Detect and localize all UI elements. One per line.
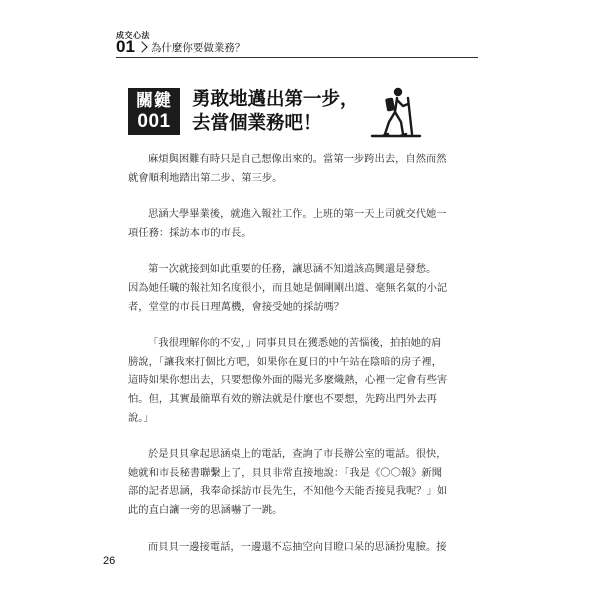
heading-line-2: 去當個業務吧！ xyxy=(192,113,322,134)
chapter-title: 為什麼你要做業務？ xyxy=(150,41,246,54)
paragraph-5 xyxy=(128,445,458,519)
text-line: 「我很理解你的不安，」同事貝貝在獲悉她的苦惱後，拍拍她的肩 xyxy=(148,337,442,350)
article-body xyxy=(128,150,458,574)
text-line: 項任務：採訪本市的市長。 xyxy=(128,226,252,239)
chapter-number: 01 xyxy=(116,37,135,56)
text-line: 因為她任職的報社知名度很小，而且她是個剛剛出道、毫無名氣的小記 xyxy=(128,281,448,294)
chapter-header xyxy=(116,39,476,55)
text-line: 思涵大學畢業後，就進入報社工作。上班的第一天上司就交代她一 xyxy=(148,208,447,221)
paragraph-3 xyxy=(128,260,458,316)
text-line: 此的直白讓一旁的思涵嚇了一跳。 xyxy=(128,503,283,516)
hiker-icon xyxy=(368,84,424,138)
text-line: 者，堂堂的市長日理萬機，會接受她的採訪嗎？ xyxy=(128,300,345,313)
chevron-right-icon xyxy=(136,41,147,52)
section-label: 成交心法 xyxy=(116,31,150,40)
text-line: 麻煩與困難有時只是自己想像出來的。當第一步跨出去，自然而然 xyxy=(148,153,447,165)
paragraph-1 xyxy=(128,150,458,187)
text-line: 第一次就接到如此重要的任務，讓思涵不知道該高興還是發愁。 xyxy=(148,263,437,276)
text-line: 於是貝貝拿起思涵桌上的電話，查詢了市長辦公室的電話。很快， xyxy=(148,448,447,461)
text-line: 這時如果你想出去，只要想像外面的陽光多麼熾熱，心裡一定會有些害 xyxy=(128,374,448,387)
header-divider xyxy=(116,57,478,58)
text-line: 部的記者思涵，我奉命採訪市長先生，不知他今天能否接見我呢？」如 xyxy=(128,485,448,498)
heading-line-1: 勇敢地邁出第一步， xyxy=(192,89,359,110)
key-number: 001 xyxy=(137,111,171,132)
text-line: 說。」 xyxy=(128,411,154,424)
page-number: 26 xyxy=(103,555,116,567)
paragraph-4 xyxy=(128,334,458,427)
text-line: 她就和市長秘書聯繫上了，貝貝非常直接地說：「我是《〇〇報》新聞 xyxy=(128,466,443,479)
key-badge xyxy=(128,88,180,135)
text-line: 而貝貝一邊接電話，一邊還不忘抽空向目瞪口呆的思涵扮鬼臉。接 xyxy=(148,540,447,553)
text-line: 就會順利地踏出第二步、第三步。 xyxy=(128,171,283,184)
paragraph-6 xyxy=(128,538,458,557)
page-heading xyxy=(192,88,392,136)
key-label: 關鍵 xyxy=(136,91,172,111)
text-line: 膀說，「讓我來打個比方吧，如果你在夏日的中午站在陰暗的房子裡， xyxy=(128,355,443,368)
paragraph-2 xyxy=(128,205,458,242)
text-line: 怕。但，其實最簡單有效的辦法就是什麼也不要想，先跨出門外去再 xyxy=(128,392,437,405)
